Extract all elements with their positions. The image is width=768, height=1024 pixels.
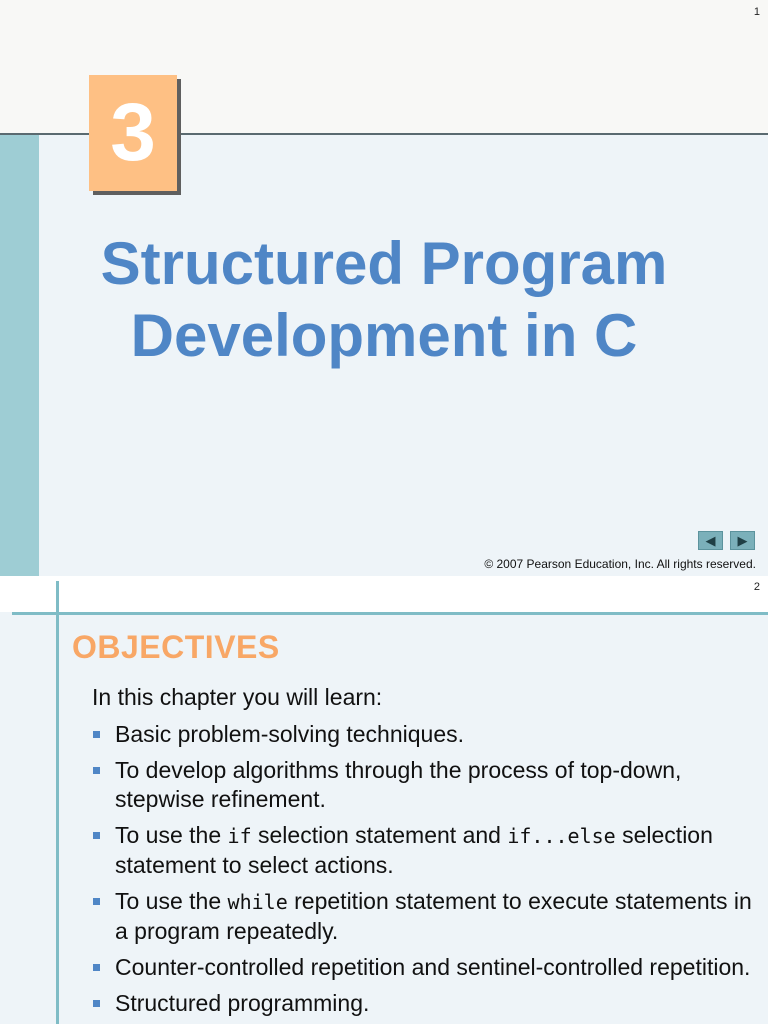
objective-item <box>92 756 752 814</box>
objective-text: To use the <box>115 888 228 914</box>
chapter-number-badge: 3 <box>89 75 177 191</box>
square-bullet-icon <box>93 1000 100 1007</box>
title-line-2: Development in C <box>130 302 638 369</box>
intro-text: In this chapter you will learn: <box>92 684 383 710</box>
code-keyword: if...else <box>507 824 616 848</box>
objective-item <box>92 887 752 946</box>
objective-text: Counter-controlled repetition and sentinel-controlled repetition. <box>115 954 751 980</box>
objective-text: To develop algorithms through the process of top-down, stepwise refinement. <box>115 757 682 812</box>
vertical-rule <box>56 581 59 1024</box>
objective-item <box>92 821 752 880</box>
square-bullet-icon <box>93 731 100 738</box>
horizontal-rule <box>12 612 768 615</box>
header-band <box>0 576 768 612</box>
objective-text: To use the <box>115 822 228 848</box>
code-keyword: while <box>227 890 288 914</box>
page-number: 1 <box>753 6 760 18</box>
slide-title <box>0 228 768 372</box>
objective-item <box>92 720 752 749</box>
previous-slide-button[interactable] <box>698 531 723 550</box>
objective-text: Basic problem-solving techniques. <box>115 721 465 747</box>
objective-text: Structured programming. <box>115 990 370 1016</box>
code-keyword: if <box>227 824 252 848</box>
objective-text: selection statement and <box>251 822 508 848</box>
square-bullet-icon <box>93 964 100 971</box>
copyright-notice: © 2007 Pearson Education, Inc. All rights reserved. <box>484 557 756 571</box>
triangle-right-icon: ▶ <box>737 533 748 548</box>
next-slide-button[interactable] <box>730 531 755 550</box>
objectives-list <box>92 720 752 1024</box>
triangle-left-icon: ◀ <box>705 533 716 548</box>
objective-text: repetition statement to execute statements in a program repeatedly. <box>115 888 752 944</box>
objective-text: selection statement to select actions. <box>115 822 713 878</box>
title-line-1: Structured Program <box>100 230 668 297</box>
page-number: 2 <box>753 581 760 593</box>
square-bullet-icon <box>93 832 100 839</box>
objective-item <box>92 953 752 982</box>
section-heading: OBJECTIVES <box>72 629 280 665</box>
square-bullet-icon <box>93 898 100 905</box>
objective-item <box>92 989 752 1018</box>
objectives-slide <box>0 576 768 1024</box>
square-bullet-icon <box>93 767 100 774</box>
